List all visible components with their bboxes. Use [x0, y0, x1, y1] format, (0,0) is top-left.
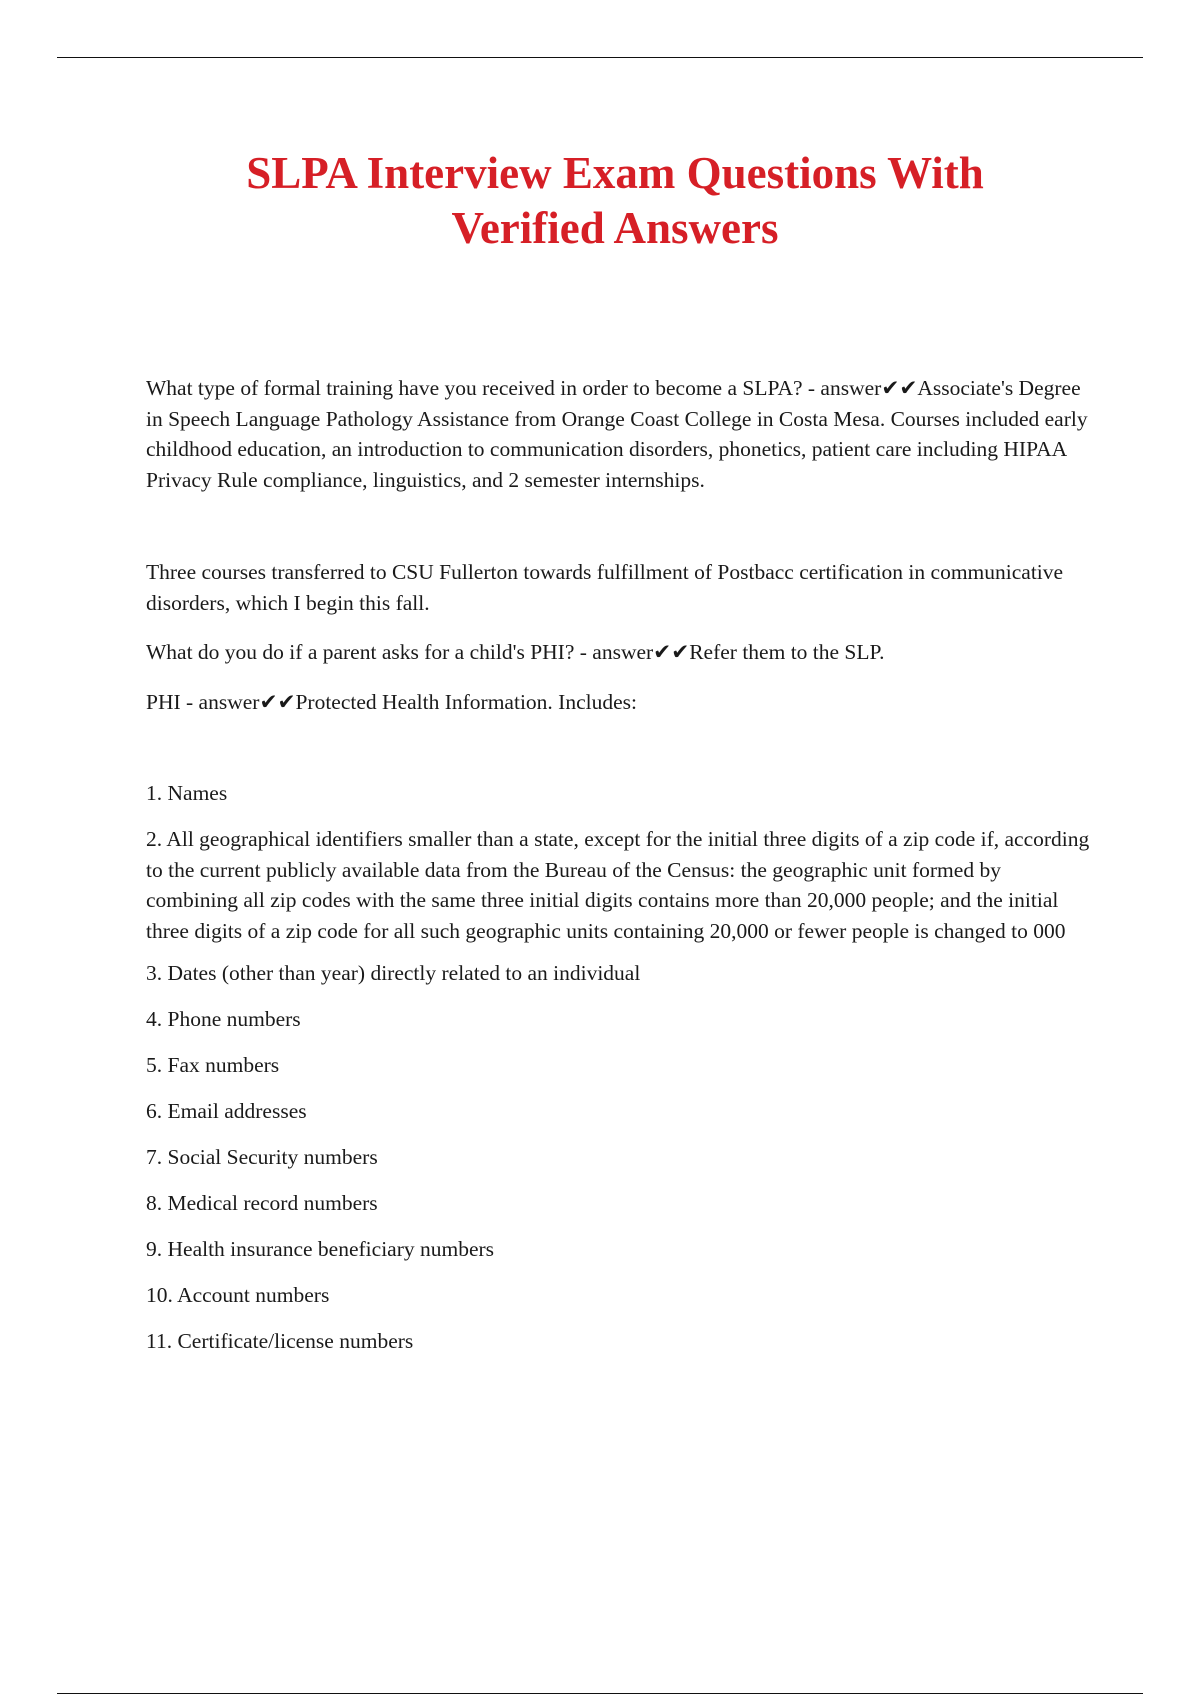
- list-item: 2. All geographical identifiers smaller than a state, except for the initial three digits of a zip code if, according to the current publicly available data from the Bureau of the Census: the geographic unit formed by combining all zip codes with the same three initial digits contains more than 20,000 people; and the initial three digits of a zip code for all such geographic units containing 20,000 or fewer people is changed to 000: [146, 827, 1090, 943]
- list-item: 3. Dates (other than year) directly related to an individual: [146, 961, 641, 985]
- list-item: 5. Fax numbers: [146, 1053, 280, 1077]
- list-item: 10. Account numbers: [146, 1283, 330, 1307]
- parent-phi-question-answer: What do you do if a parent asks for a child's PHI? - answer✔✔Refer them to the SLP.: [146, 640, 885, 664]
- title-line-1: SLPA Interview Exam Questions With: [246, 148, 984, 198]
- document-body: [146, 373, 1096, 1372]
- title-line-2: Verified Answers: [451, 203, 779, 253]
- list-item: 1. Names: [146, 781, 228, 805]
- phi-definition: PHI - answer✔✔Protected Health Information. Includes:: [146, 689, 637, 714]
- list-item: 6. Email addresses: [146, 1099, 307, 1123]
- training-question-answer: What type of formal training have you received in order to become a SLPA? - answer✔✔Associate's Degree in Speech Language Pathology Assistance from Orange Coast College in Costa Mesa. Courses included early childhood education, an introduction to communication disorders, phonetics, patient care including HIPAA Privacy Rule compliance, linguistics, and 2 semester internships.: [146, 376, 1088, 492]
- transfer-paragraph: Three courses transferred to CSU Fullerton towards fulfillment of Postbacc certification in communicative disorders, which I begin this fall.: [146, 560, 1064, 615]
- top-divider: [57, 57, 1143, 58]
- list-item: 11. Certificate/license numbers: [146, 1329, 414, 1353]
- list-item: 8. Medical record numbers: [146, 1191, 378, 1215]
- list-item: 9. Health insurance beneficiary numbers: [146, 1237, 495, 1261]
- bottom-divider: [57, 1693, 1143, 1694]
- list-item: 7. Social Security numbers: [146, 1145, 378, 1169]
- phi-identifier-list: [146, 778, 1096, 1357]
- list-item: 4. Phone numbers: [146, 1007, 301, 1031]
- document-title: [0, 146, 1200, 256]
